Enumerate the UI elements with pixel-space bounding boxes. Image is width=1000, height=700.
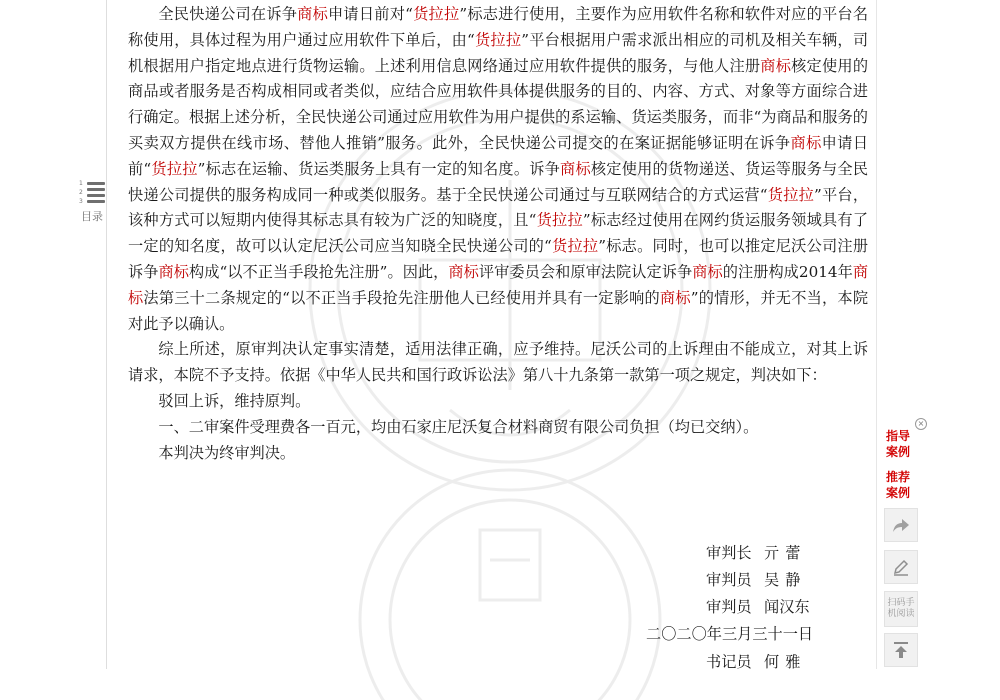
text-segment: 驳回上诉，维持原判。 xyxy=(158,391,311,410)
paragraph xyxy=(128,415,868,441)
signature-presiding-judge: 审判长 亓蕾 xyxy=(706,544,807,562)
signature-judge-2: 审判员 闻汉东 xyxy=(706,598,810,616)
paragraph xyxy=(128,389,868,415)
paragraph xyxy=(128,337,868,389)
text-segment: ”标志进行使用，主要作为应用软件名称和软件对应的平台名称使用，具体过程为用户通过应用软件下单后，由“ xyxy=(128,5,869,49)
text-segment: ”的情形，并无不当，本院对此予以确认。 xyxy=(128,288,869,333)
text-segment: 的注册构成2014年 xyxy=(722,262,853,281)
highlighted-keyword: 商标 xyxy=(659,288,691,307)
highlighted-keyword: 货拉拉 xyxy=(536,211,583,230)
highlighted-keyword: 商标 xyxy=(790,133,822,152)
pencil-icon xyxy=(892,558,910,576)
text-segment: 核定使用的商品或者服务是否构成相同或者类似，应结合应用软件具体提供服务的目的、内容、方式、对象等方面综合进行确定。根据上述分析，全民快递公司通过应用软件为用户提供的系运输、货运类服务，而非“为商品和服务的买卖双方提供在线市场、替他人推销”服务。此外，全民快递公司提交的在案证据能够证明在诉争 xyxy=(128,56,869,152)
qr-mobile-read-button[interactable] xyxy=(884,591,918,627)
text-segment: ”平台根据用户需求派出相应的司机及相关车辆，司机根据用户指定地点进行货物运输。上述利用信息网络通过应用软件提供的服务，与他人注册 xyxy=(128,30,869,75)
arrow-up-icon xyxy=(893,641,909,659)
highlighted-keyword: 货拉拉 xyxy=(551,237,599,256)
share-icon xyxy=(892,517,910,533)
highlighted-keyword: 货拉拉 xyxy=(151,159,198,178)
right-border-line xyxy=(876,0,877,669)
toc-label: 目录 xyxy=(81,210,103,223)
recommended-cases-link[interactable]: 推荐案例 xyxy=(886,470,911,500)
text-segment: ”标志经过使用在网约货运服务领域具有了一定的知名度，故可以认定尼沃公司应当知晓全民快递公司的“ xyxy=(128,211,869,256)
highlighted-keyword: 货拉拉 xyxy=(767,185,815,204)
left-border-line xyxy=(106,0,107,669)
text-segment: ”标志在运输、货运类服务上具有一定的知名度。诉争 xyxy=(197,159,561,178)
text-segment: 全民快递公司在诉争 xyxy=(158,5,298,23)
text-segment: 申请日前“ xyxy=(128,133,869,178)
share-button[interactable] xyxy=(884,508,918,542)
highlighted-keyword: 商标 xyxy=(448,262,479,281)
paragraph xyxy=(128,2,868,337)
text-segment: ”平台，该种方式可以短期内使得其标志具有较为广泛的知晓度，且“ xyxy=(128,185,869,230)
signature-clerk: 书记员 何雅 xyxy=(706,653,807,671)
highlighted-keyword: 货拉拉 xyxy=(412,5,460,23)
highlighted-keyword: 商标 xyxy=(128,262,869,307)
signature-judge-1: 审判员 吴静 xyxy=(706,571,807,589)
text-segment: 核定使用的货物递送、货运等服务与全民快递公司提供的服务构成同一种或类似服务。基于全民快递公司通过与互联网结合的方式运营“ xyxy=(128,159,869,204)
edit-note-button[interactable] xyxy=(884,550,918,584)
text-segment: 本判决为终审判决。 xyxy=(158,443,296,462)
paragraph xyxy=(128,441,868,467)
highlighted-keyword: 商标 xyxy=(158,262,189,281)
list-icon: 1 2 3 xyxy=(77,180,107,206)
text-segment: 综上所述，原审判决认定事实清楚，适用法律正确，应予维持。尼沃公司的上诉理由不能成立，对其上诉请求，本院不予支持。依据《中华人民共和国行政诉讼法》第八十九条第一款第一项之规定，判决如下： xyxy=(128,340,868,385)
side-case-links xyxy=(886,428,916,510)
text-segment: 一、二审案件受理费各一百元，均由石家庄尼沃复合材料商贸有限公司负担（均已交纳）。 xyxy=(158,417,759,436)
judgment-text xyxy=(128,2,868,466)
table-of-contents-button[interactable] xyxy=(74,180,110,224)
text-segment: 评审委员会和原审法院认定诉争 xyxy=(478,262,693,281)
guiding-cases-link[interactable]: 指导案例 xyxy=(886,429,911,459)
qr-label: 扫码手机阅读 xyxy=(887,598,915,619)
back-to-top-button[interactable] xyxy=(884,633,918,667)
highlighted-keyword: 货拉拉 xyxy=(474,30,522,49)
highlighted-keyword: 商标 xyxy=(760,56,792,75)
text-segment: 申请日前对“ xyxy=(328,5,413,23)
judgment-date: 二〇二〇年三月三十一日 xyxy=(646,625,814,643)
highlighted-keyword: 商标 xyxy=(560,159,591,178)
text-segment: 构成“以不正当手段抢先注册”。因此， xyxy=(188,262,449,281)
text-segment: ”标志。同时，也可以推定尼沃公司注册诉争 xyxy=(128,237,869,281)
highlighted-keyword: 商标 xyxy=(692,262,723,281)
text-segment: 法第三十二条规定的“以不正当手段抢先注册他人已经使用并具有一定影响的 xyxy=(143,288,660,307)
close-icon[interactable]: × xyxy=(915,418,927,430)
highlighted-keyword: 商标 xyxy=(297,5,329,23)
